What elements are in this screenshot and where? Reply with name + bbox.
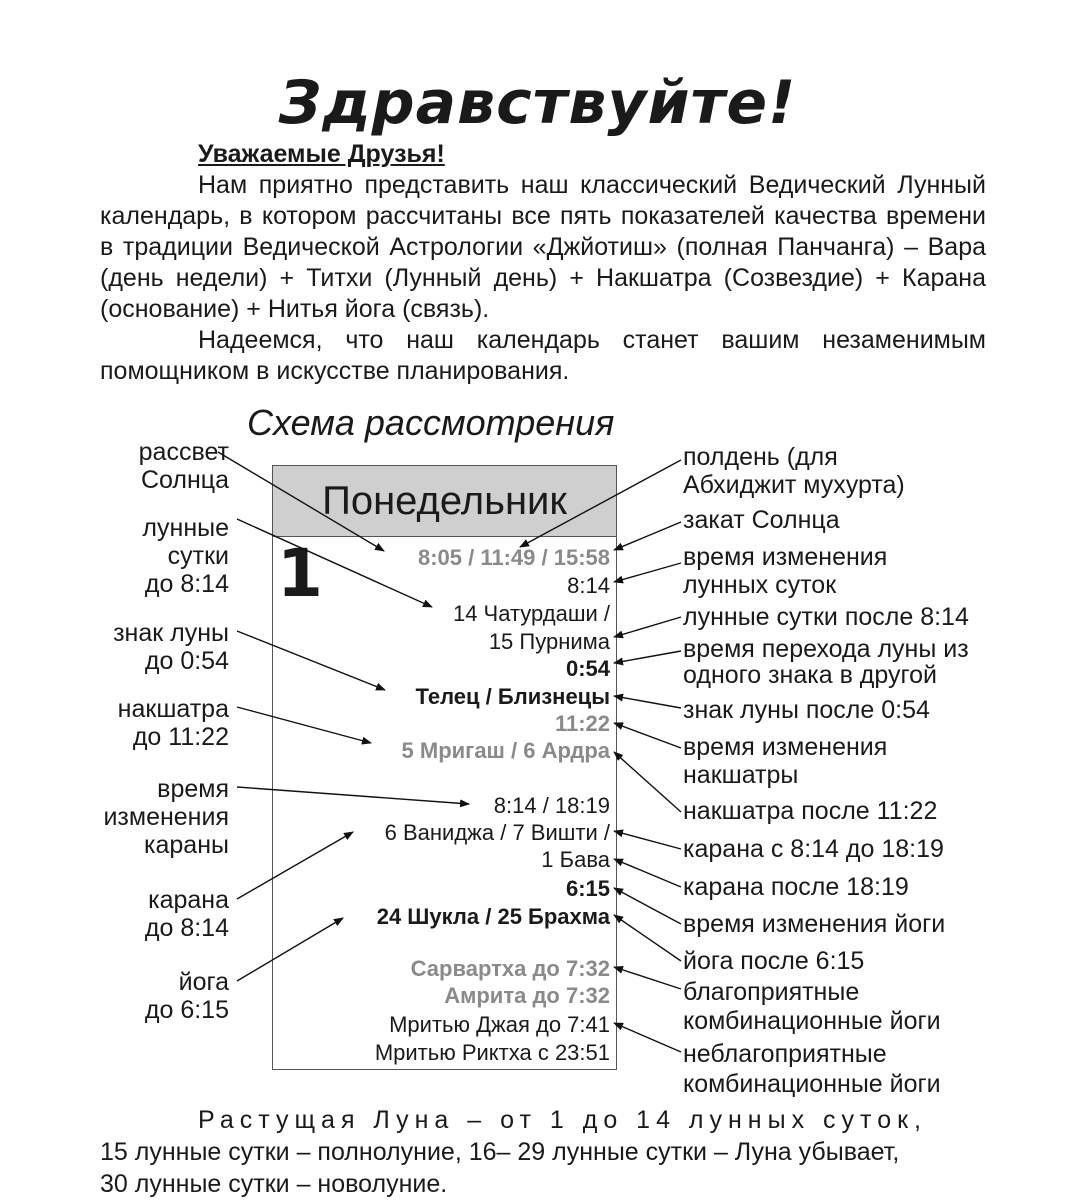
label-moon-sign: знак луны до 0:54 xyxy=(113,619,229,675)
arrow-moon-sign xyxy=(237,631,385,690)
label-sunset: закат Солнца xyxy=(683,506,840,534)
arrow-karana-mid xyxy=(614,831,681,849)
label-tithi-after: лунные сутки после 8:14 xyxy=(683,603,969,631)
hope-paragraph: Надеемся, что наш календарь станет вашим незаменимым помощником в искусстве планирования. xyxy=(100,326,986,385)
tithi-line-2: 15 Пурнима xyxy=(488,629,610,654)
arrow-sunset xyxy=(614,522,681,550)
karana-change-times: 8:14 / 18:19 xyxy=(493,793,610,818)
label-karana-time: время изменения караны xyxy=(103,775,229,859)
good-yoga-2: Амрита до 7:32 xyxy=(444,983,610,1008)
label-karana: карана до 8:14 xyxy=(144,886,229,942)
arrow-tithi xyxy=(237,519,432,607)
arrow-nakshatra xyxy=(237,707,371,743)
label-karana-after: карана после 18:19 xyxy=(683,873,909,901)
arrow-karana-time xyxy=(237,787,469,804)
good-yoga-1: Сарвартха до 7:32 xyxy=(410,956,610,981)
label-tithi-change: время изменения лунных суток xyxy=(683,543,888,599)
arrow-karana xyxy=(237,832,353,899)
bad-yoga-2: Мритью Риктха с 23:51 xyxy=(374,1040,610,1065)
day-number: 1 xyxy=(277,535,323,612)
label-nakshatra-after: накшатра после 11:22 xyxy=(683,797,938,825)
nakshatras: 5 Мригаш / 6 Ардра xyxy=(401,738,610,763)
label-noon: полдень (для Абхиджит мухурта) xyxy=(683,443,905,499)
arrow-sunrise xyxy=(218,452,384,551)
yoga-change-time: 6:15 xyxy=(565,876,610,901)
moon-signs: Телец / Близнецы xyxy=(415,684,610,709)
arrow-bad-combo xyxy=(614,1023,681,1052)
schema-title: Схема рассмотрения xyxy=(247,402,615,443)
label-tithi: лунные сутки до 8:14 xyxy=(142,514,229,598)
label-sunrise: рассвет Солнца xyxy=(138,438,229,494)
arrow-good-combo xyxy=(614,967,681,989)
label-bad-combo: неблагоприятные комбинационные йоги xyxy=(683,1040,941,1098)
arrow-yoga-after xyxy=(614,915,681,961)
label-yoga-change: время изменения йоги xyxy=(683,910,946,938)
label-yoga-after: йога после 6:15 xyxy=(683,947,865,975)
label-nakshatra-change: время изменения накшатры xyxy=(683,733,888,789)
bottom-line-1: Растущая Луна – от 1 до 14 лунных суток, xyxy=(198,1106,927,1134)
weekday-header: Понедельник xyxy=(273,466,616,537)
tithi-change-time: 8:14 xyxy=(567,573,610,598)
label-moon-transit: время перехода луны из одного знака в другой xyxy=(683,635,969,689)
karana-line-2: 1 Бава xyxy=(541,847,610,872)
nakshatra-change-time: 11:22 xyxy=(554,711,610,736)
karana-line-1: 6 Ваниджа / 7 Вишти / xyxy=(384,820,610,845)
arrow-nakshatra-change xyxy=(614,723,681,748)
arrow-yoga xyxy=(237,918,343,981)
arrow-tithi-after xyxy=(614,617,681,637)
label-moon-sign-after: знак луны после 0:54 xyxy=(683,696,930,724)
arrow-karana-after xyxy=(614,859,681,887)
label-yoga: йога до 6:15 xyxy=(144,968,229,1024)
intro-paragraph: Нам приятно представить наш классический Ведический Лунный календарь, в котором рассчитаны все пять показателей качества времени в традиции Ведической Астрологии «Джйотиш» (полная Панчанга) – Вара (день недели) + Титхи (Лунный день) + Накшатра (Созвездие) + Карана (основание) + Нитья йога (связь). xyxy=(100,171,986,323)
page-title: Здравствуйте! xyxy=(278,68,797,138)
bad-yoga-1: Мритью Джая до 7:41 xyxy=(389,1012,610,1037)
arrow-nakshatra-after xyxy=(614,752,681,812)
greeting: Уважаемые Друзья! xyxy=(198,140,445,168)
label-karana-mid: карана с 8:14 до 18:19 xyxy=(683,835,944,863)
tithi-line-1: 14 Чатурдаши / xyxy=(452,601,610,626)
arrow-yoga-change xyxy=(614,888,681,924)
bottom-line-2: 15 лунные сутки – полнолуние, 16– 29 лунные сутки – Луна убывает, xyxy=(100,1138,900,1166)
arrow-moon-sign-after xyxy=(614,696,681,708)
arrow-moon-transit xyxy=(614,651,681,663)
yogas: 24 Шукла / 25 Брахма xyxy=(376,904,610,929)
sun-times: 8:05 / 11:49 / 15:58 xyxy=(417,545,610,570)
label-nakshatra: накшатра до 11:22 xyxy=(117,695,229,751)
arrow-noon xyxy=(520,460,681,547)
bottom-line-3: 30 лунные сутки – новолуние. xyxy=(100,1170,448,1198)
arrow-tithi-change xyxy=(614,563,681,582)
moon-sign-change-time: 0:54 xyxy=(565,656,610,681)
label-good-combo: благоприятные комбинационные йоги xyxy=(683,978,941,1035)
